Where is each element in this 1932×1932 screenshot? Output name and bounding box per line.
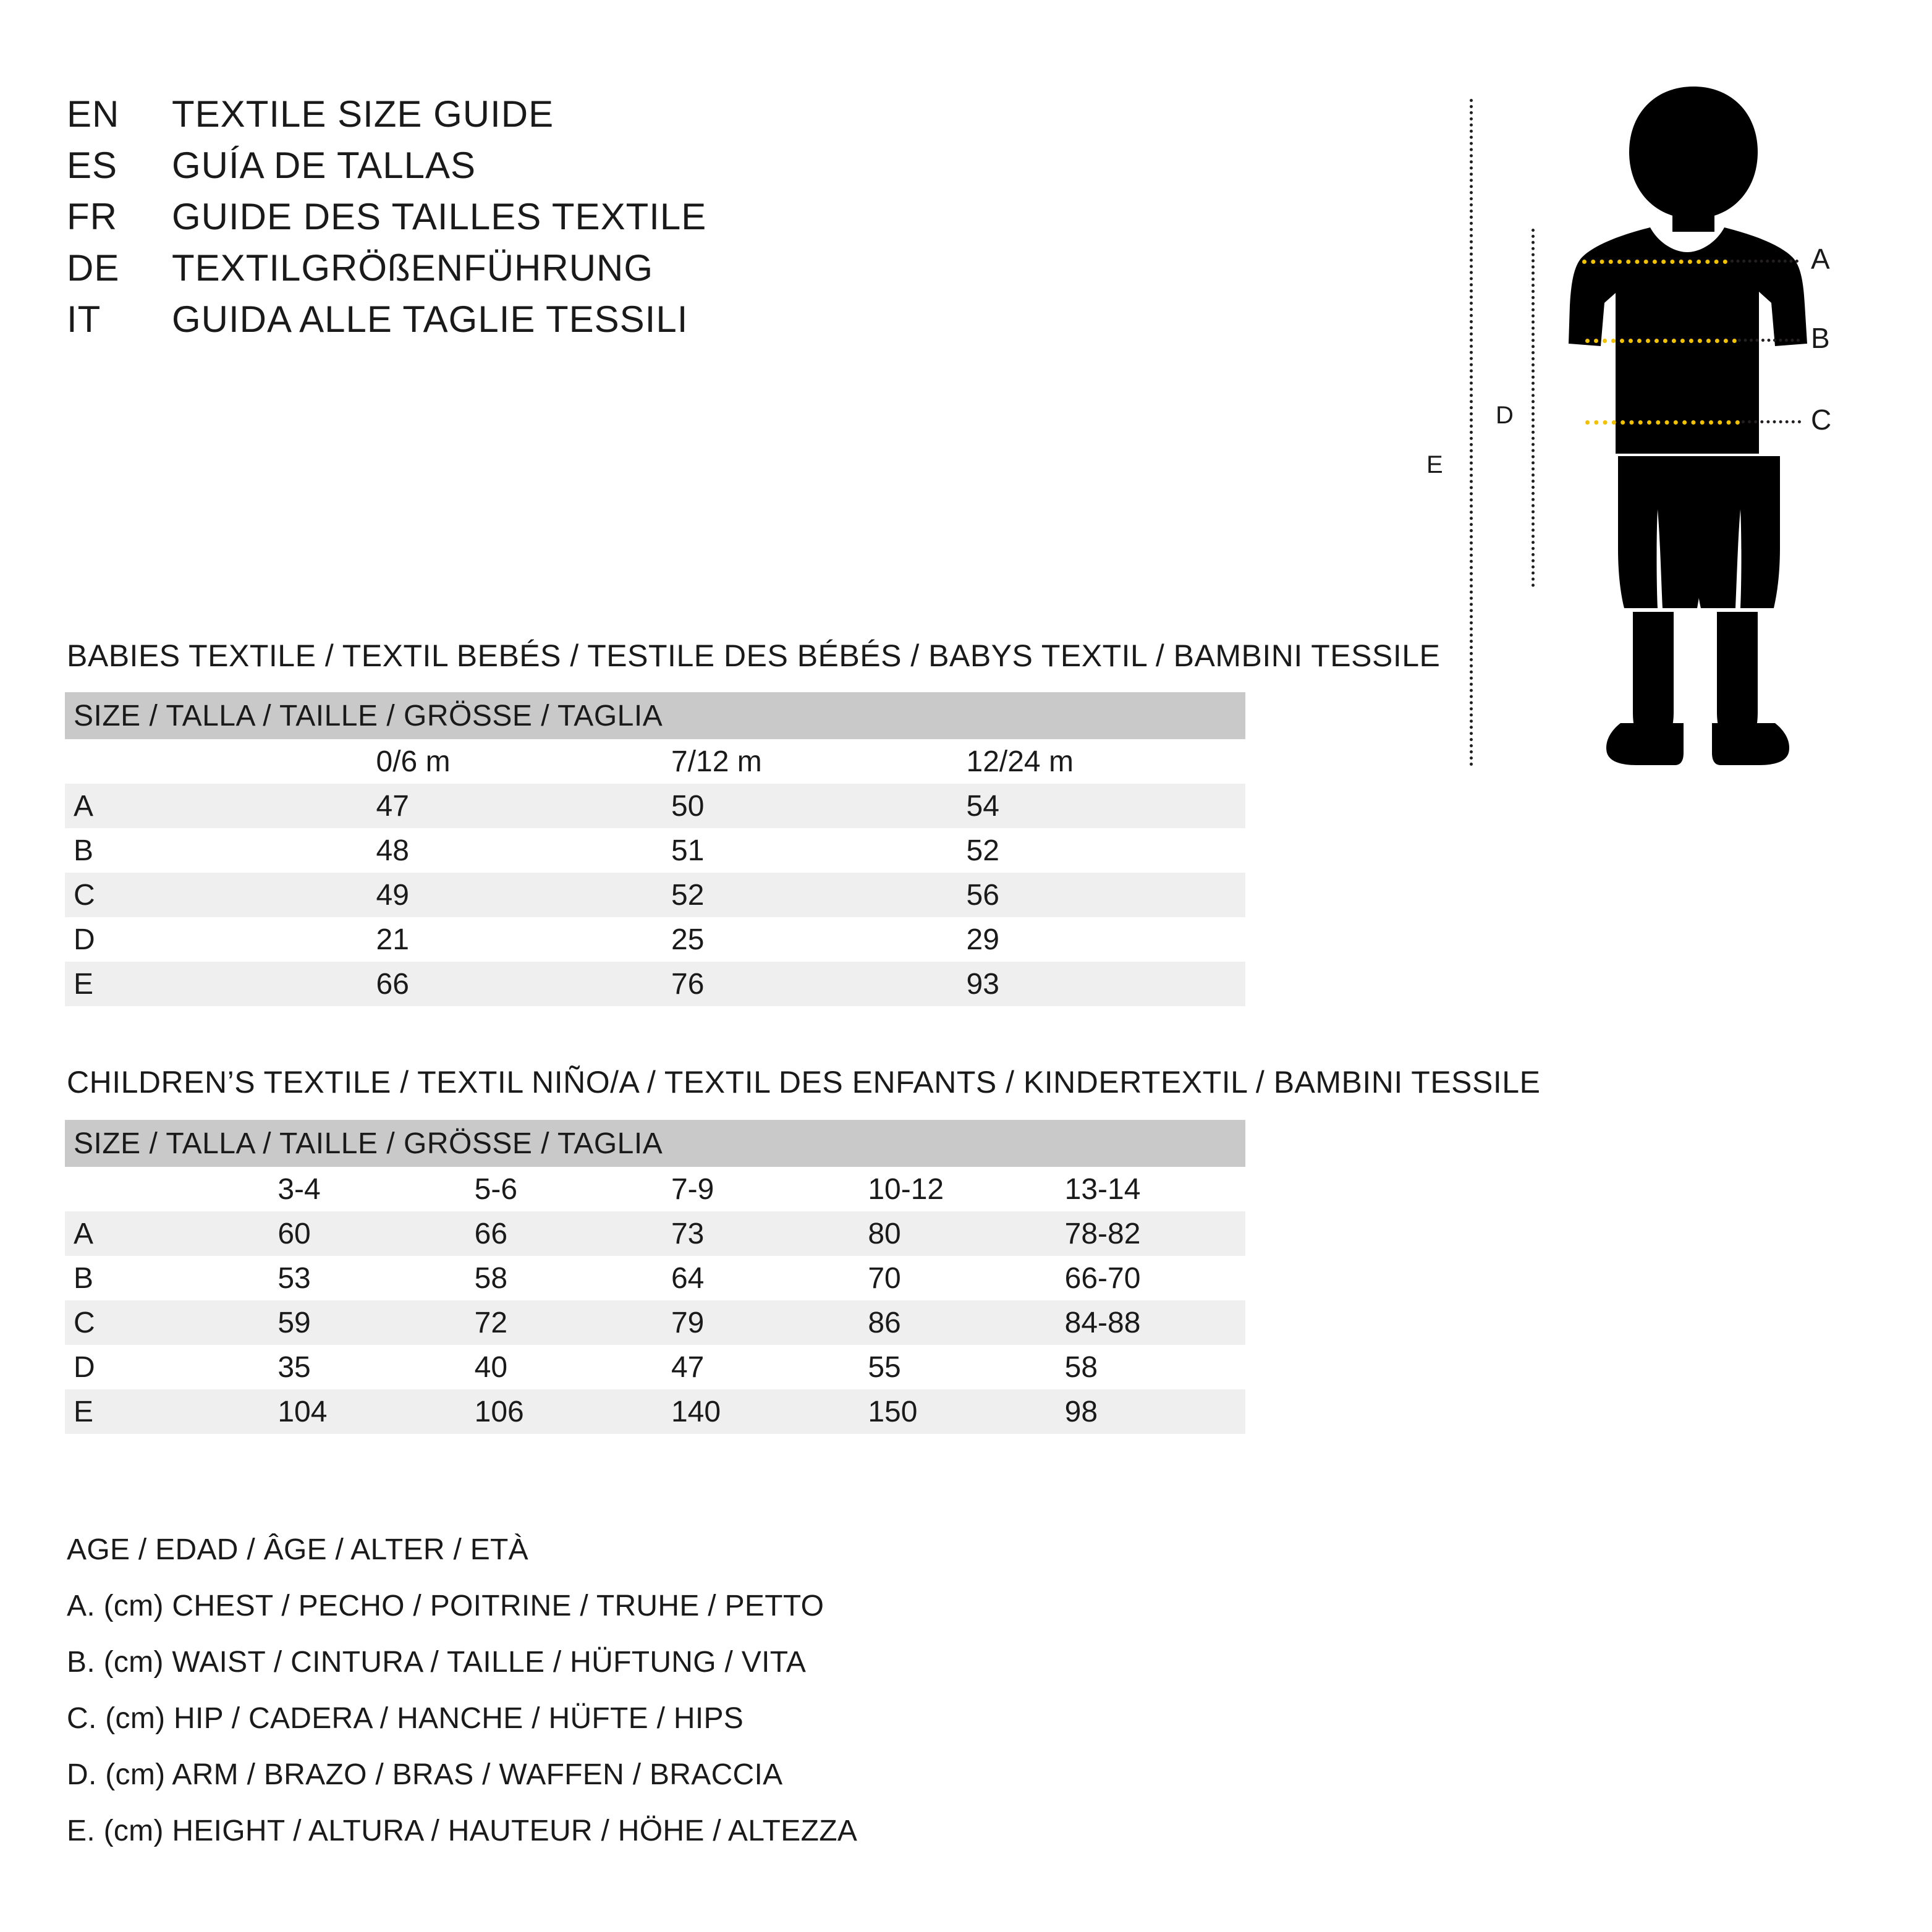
table-cell: 72 (459, 1300, 655, 1345)
arm-guide-line (1532, 229, 1535, 587)
table-column-row (65, 1167, 1245, 1211)
table-cell: 79 (655, 1300, 852, 1345)
table-column-row (65, 739, 1245, 784)
row-label: B (65, 1256, 261, 1300)
language-title-block (67, 93, 1241, 349)
legend-line: A. (cm) CHEST / PECHO / POITRINE / TRUHE / PETTO (67, 1590, 824, 1622)
row-label: C (65, 873, 360, 917)
table-cell: 29 (951, 917, 1246, 962)
table-cell: 84-88 (1049, 1300, 1245, 1345)
empty-corner-cell (65, 1167, 261, 1211)
table-cell: 104 (261, 1389, 458, 1434)
table-cell: 78-82 (1049, 1211, 1245, 1256)
table-header-row (65, 692, 1245, 739)
language-row (67, 247, 1241, 289)
waist-leader-line (1738, 339, 1800, 342)
row-label: E (65, 1389, 261, 1434)
table-cell: 98 (1049, 1389, 1245, 1434)
language-row (67, 144, 1241, 187)
figure-label-b: B (1811, 322, 1830, 354)
table-row (65, 873, 1245, 917)
table-cell: 140 (655, 1389, 852, 1434)
language-code: EN (67, 93, 120, 135)
table-cell: 86 (852, 1300, 1048, 1345)
table-row (65, 784, 1245, 828)
chest-measure-line (1582, 260, 1727, 264)
language-title: TEXTILE SIZE GUIDE (172, 93, 554, 135)
language-code: FR (67, 196, 117, 237)
table-header-row (65, 1120, 1245, 1167)
row-label: A (65, 784, 360, 828)
table-cell: 64 (655, 1256, 852, 1300)
legend-line: C. (cm) HIP / CADERA / HANCHE / HÜFTE / HIPS (67, 1702, 744, 1735)
row-label: C (65, 1300, 261, 1345)
legend-line: AGE / EDAD / ÂGE / ALTER / ETÀ (67, 1533, 528, 1566)
measurement-legend (67, 1533, 1426, 1870)
language-row (67, 195, 1241, 238)
table-row (65, 917, 1245, 962)
language-code: IT (67, 299, 101, 340)
table-cell: 93 (951, 962, 1246, 1006)
language-title: GUIDA ALLE TAGLIE TESSILI (172, 299, 688, 340)
table-cell: 53 (261, 1256, 458, 1300)
row-label: A (65, 1211, 261, 1256)
column-header: 13-14 (1049, 1167, 1245, 1211)
row-label: B (65, 828, 360, 873)
row-label: D (65, 1345, 261, 1389)
language-title: GUIDE DES TAILLES TEXTILE (172, 196, 707, 237)
table-cell: 51 (655, 828, 951, 873)
table-cell: 80 (852, 1211, 1048, 1256)
measurement-figure (1409, 80, 1879, 773)
children-section-caption: CHILDREN’S TEXTILE / TEXTIL NIÑO/A / TEXTIL DES ENFANTS / KINDERTEXTIL / BAMBINI TESSILE (67, 1065, 1541, 1099)
column-header: 7/12 m (655, 739, 951, 784)
row-label: E (65, 962, 360, 1006)
hip-leader-line (1742, 420, 1801, 423)
language-code: DE (67, 247, 120, 289)
babies-table-header: SIZE / TALLA / TAILLE / GRÖSSE / TAGLIA (65, 692, 1245, 739)
empty-corner-cell (65, 739, 360, 784)
table-cell: 47 (360, 784, 656, 828)
figure-label-a: A (1811, 243, 1830, 275)
language-row (67, 93, 1241, 135)
table-cell: 55 (852, 1345, 1048, 1389)
table-cell: 66 (360, 962, 656, 1006)
table-row (65, 1211, 1245, 1256)
table-cell: 52 (951, 828, 1246, 873)
chest-leader-line (1731, 260, 1799, 263)
table-cell: 50 (655, 784, 951, 828)
column-header: 10-12 (852, 1167, 1048, 1211)
table-cell: 66 (459, 1211, 655, 1256)
table-row (65, 1345, 1245, 1389)
row-label: D (65, 917, 360, 962)
language-title: TEXTILGRÖßENFÜHRUNG (172, 247, 654, 289)
hip-measure-line (1585, 420, 1740, 425)
column-header: 5-6 (459, 1167, 655, 1211)
table-row (65, 962, 1245, 1006)
table-cell: 59 (261, 1300, 458, 1345)
table-row (65, 828, 1245, 873)
table-cell: 73 (655, 1211, 852, 1256)
table-cell: 106 (459, 1389, 655, 1434)
legend-line: B. (cm) WAIST / CINTURA / TAILLE / HÜFTUNG / VITA (67, 1646, 807, 1679)
table-cell: 58 (459, 1256, 655, 1300)
table-cell: 52 (655, 873, 951, 917)
height-guide-line (1470, 99, 1473, 766)
table-row (65, 1256, 1245, 1300)
table-cell: 58 (1049, 1345, 1245, 1389)
legend-line: D. (cm) ARM / BRAZO / BRAS / WAFFEN / BRACCIA (67, 1758, 783, 1791)
column-header: 12/24 m (951, 739, 1246, 784)
table-row (65, 1300, 1245, 1345)
table-cell: 76 (655, 962, 951, 1006)
table-row (65, 1389, 1245, 1434)
figure-label-c: C (1811, 404, 1832, 436)
table-cell: 49 (360, 873, 656, 917)
figure-label-e: E (1426, 451, 1443, 478)
table-cell: 48 (360, 828, 656, 873)
table-cell: 40 (459, 1345, 655, 1389)
language-code: ES (67, 145, 118, 186)
children-table-header: SIZE / TALLA / TAILLE / GRÖSSE / TAGLIA (65, 1120, 1245, 1167)
language-title: GUÍA DE TALLAS (172, 145, 476, 186)
table-cell: 35 (261, 1345, 458, 1389)
figure-label-d: D (1496, 402, 1514, 429)
table-cell: 21 (360, 917, 656, 962)
table-cell: 56 (951, 873, 1246, 917)
column-header: 7-9 (655, 1167, 852, 1211)
table-cell: 47 (655, 1345, 852, 1389)
table-cell: 150 (852, 1389, 1048, 1434)
waist-measure-line (1585, 339, 1737, 343)
children-size-table (65, 1120, 1245, 1434)
table-cell: 54 (951, 784, 1246, 828)
table-cell: 66-70 (1049, 1256, 1245, 1300)
table-cell: 70 (852, 1256, 1048, 1300)
legend-line: E. (cm) HEIGHT / ALTURA / HAUTEUR / HÖHE / ALTEZZA (67, 1815, 858, 1847)
babies-size-table (65, 692, 1245, 1006)
table-cell: 60 (261, 1211, 458, 1256)
column-header: 3-4 (261, 1167, 458, 1211)
language-row (67, 298, 1241, 341)
babies-section-caption: BABIES TEXTILE / TEXTIL BEBÉS / TESTILE DES BÉBÉS / BABYS TEXTIL / BAMBINI TESSILE (67, 638, 1441, 673)
table-cell: 25 (655, 917, 951, 962)
column-header: 0/6 m (360, 739, 656, 784)
